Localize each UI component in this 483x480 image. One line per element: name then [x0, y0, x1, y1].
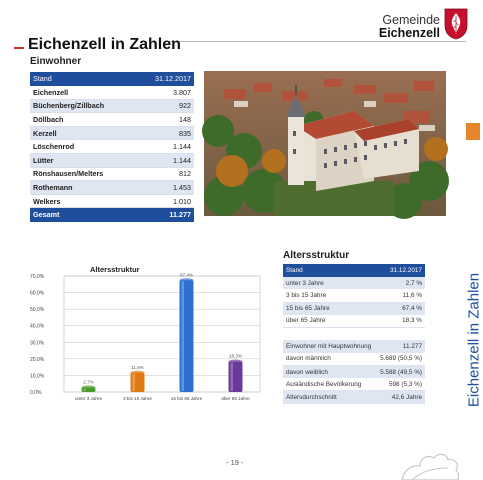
table-row — [30, 167, 194, 181]
header-value: 31.12.2017 — [376, 264, 425, 277]
row-value: 2,7 % — [376, 277, 425, 290]
y-tick-label: 50,0% — [30, 307, 45, 314]
header-label: Stand — [283, 264, 376, 277]
row-label: Welkers — [30, 194, 136, 208]
y-tick-label: 20,0% — [30, 356, 45, 363]
row-label: Altersdurchschnitt — [283, 391, 376, 404]
section-tab-marker — [466, 123, 480, 140]
row-label: Einwohner mit Hauptwohnung — [283, 340, 376, 353]
coat-of-arms-icon — [444, 8, 468, 40]
row-label: Lütter — [30, 154, 136, 168]
row-value: 11.277 — [376, 340, 425, 353]
y-tick-label: 0,0% — [30, 390, 42, 396]
x-tick-label: 3 bis 15 Jahre — [123, 396, 152, 401]
header-label: Stand — [30, 72, 136, 86]
row-value: 67,4 % — [376, 302, 425, 315]
table-row — [30, 86, 194, 100]
chart-title: Altersstruktur — [90, 265, 140, 274]
row-label: Löschenrod — [30, 140, 136, 154]
aerial-photo-castle — [204, 71, 446, 216]
data-label: 2,7% — [83, 379, 94, 385]
x-tick-label: unter 3 Jahre — [74, 396, 103, 401]
age-structure-chart — [30, 258, 265, 406]
table-row — [283, 289, 425, 302]
y-tick-label: 60,0% — [30, 290, 45, 297]
chart-y-axis — [30, 274, 45, 396]
row-label: davon weiblich — [283, 366, 376, 379]
row-value: 148 — [136, 113, 194, 127]
row-value: 11,6 % — [376, 289, 425, 302]
table-row — [30, 154, 194, 168]
title-accent-bar — [14, 47, 24, 49]
chart-x-axis — [75, 396, 250, 401]
row-label: Ausländische Bevölkerung — [283, 378, 376, 391]
table-row — [30, 126, 194, 140]
row-value: 1.144 — [136, 140, 194, 154]
altersstruktur-heading: Altersstruktur — [283, 250, 350, 261]
einwohner-heading: Einwohner — [30, 56, 82, 67]
row-value: 835 — [136, 126, 194, 140]
row-label: Döllbach — [30, 113, 136, 127]
x-tick-label: über 65 Jahre — [221, 396, 250, 401]
table-header-row — [283, 264, 425, 277]
table-row — [30, 99, 194, 113]
total-value: 11.277 — [136, 208, 194, 222]
municipality-brand — [379, 14, 440, 40]
row-value: 42,6 Jahre — [376, 391, 425, 404]
y-tick-label: 10,0% — [30, 373, 45, 380]
bar-highlight — [182, 281, 185, 391]
table-row — [283, 366, 425, 379]
brand-line-2: Eichenzell — [378, 26, 440, 41]
data-label: 18,3% — [228, 353, 243, 359]
row-value: 1.453 — [136, 181, 194, 195]
table-row — [283, 391, 425, 404]
table-row — [283, 315, 425, 328]
y-tick-label: 40,0% — [30, 323, 45, 330]
einwohner-table — [30, 72, 194, 222]
data-label: 67,4% — [179, 272, 194, 278]
table-row — [283, 277, 425, 290]
table-spacer — [283, 327, 425, 340]
row-label: Büchenberg/Zillbach — [30, 99, 136, 113]
table-total-row — [30, 208, 194, 222]
page-title: Eichenzell in Zahlen — [28, 36, 181, 53]
row-label: Rönshausen/Melters — [30, 167, 136, 181]
row-value: 5.689 (50,5 %) — [376, 353, 425, 366]
table-row — [283, 302, 425, 315]
row-value: 1.144 — [136, 154, 194, 168]
altersstruktur-table — [283, 264, 425, 404]
bar-highlight — [84, 389, 87, 391]
row-value: 18,3 % — [376, 315, 425, 328]
row-label: unter 3 Jahre — [283, 277, 376, 290]
row-value: 598 (5,3 %) — [376, 378, 425, 391]
row-label: Rothemann — [30, 181, 136, 195]
y-tick-label: 30,0% — [30, 340, 45, 347]
row-label: davon männlich — [283, 353, 376, 366]
y-tick-label: 70,0% — [30, 274, 45, 280]
x-tick-label: 15 bis 65 Jahre — [170, 396, 203, 401]
data-label: 11,6% — [131, 364, 144, 370]
header-value: 31.12.2017 — [136, 72, 194, 86]
side-section-label: Eichenzell in Zahlen — [465, 272, 483, 408]
header-rule — [164, 41, 466, 42]
row-value: 812 — [136, 167, 194, 181]
row-label: über 65 Jahre — [283, 315, 376, 328]
bar-highlight — [231, 363, 234, 391]
row-label: Eichenzell — [30, 86, 136, 100]
row-value: 922 — [136, 99, 194, 113]
table-row — [283, 340, 425, 353]
table-row — [30, 113, 194, 127]
bar-highlight — [133, 374, 136, 391]
row-label: Kerzell — [30, 126, 136, 140]
row-value: 3.807 — [136, 86, 194, 100]
table-row — [30, 181, 194, 195]
brand-line-1: Gemeinde — [382, 13, 440, 27]
oak-leaf-icon — [398, 450, 462, 480]
row-label: 3 bis 15 Jahre — [283, 289, 376, 302]
chart-bars — [82, 272, 243, 392]
table-row — [283, 378, 425, 391]
row-label: 15 bis 65 Jahre — [283, 302, 376, 315]
page-number: - 19 - — [226, 458, 244, 467]
row-value: 5.588 (49,5 %) — [376, 366, 425, 379]
table-row — [283, 353, 425, 366]
table-row — [30, 140, 194, 154]
table-header-row — [30, 72, 194, 86]
table-row — [30, 194, 194, 208]
row-value: 1.010 — [136, 194, 194, 208]
total-label: Gesamt — [30, 208, 136, 222]
